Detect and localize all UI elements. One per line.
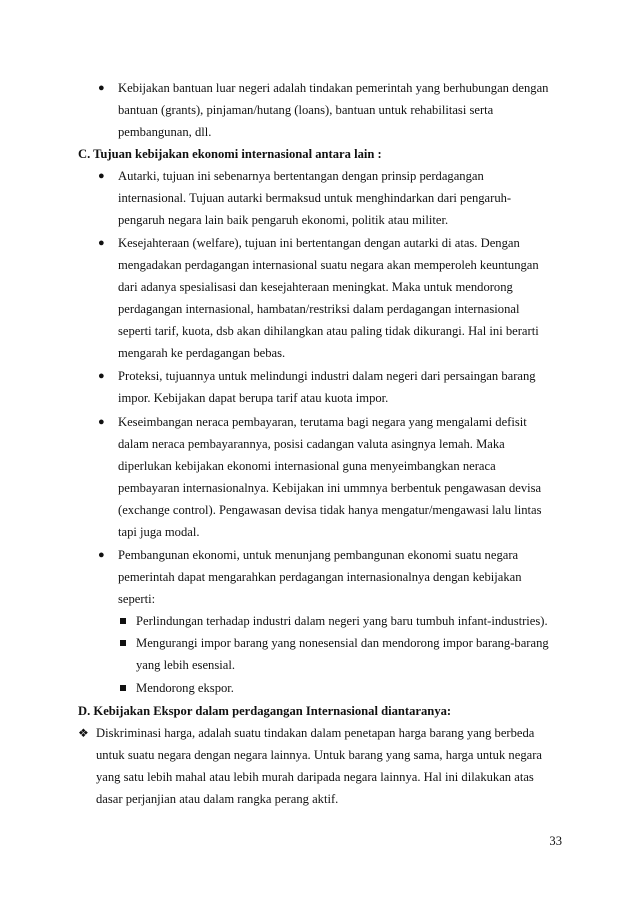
bullet-dot-icon: ● [98,82,105,94]
text-line: seperti tarif, kuota, dsb akan dihilangkan atau paling tidak dikurangi. Hal ini berarti [118,324,539,338]
text-line: pembangunan, dll. [118,125,212,139]
text-line: Mendorong ekspor. [136,681,234,695]
text-line: pembayaran internasionalnya. Kebijakan ini ummnya berbentuk pengawasan devisa [118,481,542,495]
text-line: perdagangan internasional, hambatan/restriksi dalam perdagangan internasional [118,302,520,316]
text-line: pengaruh negara lain baik pengaruh ekonomi, politik atau militer. [118,213,449,227]
text-line: Keseimbangan neraca pembayaran, terutama bagi negara yang mengalami defisit [118,415,527,429]
text-line: mengarah ke perdagangan bebas. [118,346,286,360]
square-bullet-icon [120,618,126,624]
bullet-dot-icon: ● [98,370,105,382]
text-line: Perlindungan terhadap industri dalam negeri yang baru tumbuh infant-industries). [136,614,548,628]
text-line: untuk suatu negara dengan negara lainnya. Untuk barang yang sama, harga untuk negara [96,748,542,762]
text-line: Proteksi, tujuannya untuk melindungi industri dalam negeri dari persaingan barang [118,369,536,383]
text-line: pemerintah dapat mengarahkan perdagangan internasionalnya dengan kebijakan [118,570,522,584]
bullet-dot-icon: ● [98,549,105,561]
text-line: Mengurangi impor barang yang nonesensial dan mendorong impor barang-barang [136,636,549,650]
text-line: yang lebih esensial. [136,658,235,672]
text-line: Kesejahteraan (welfare), tujuan ini bertentangan dengan autarki di atas. Dengan [118,236,520,250]
square-bullet-icon [120,640,126,646]
text-line: Kebijakan bantuan luar negeri adalah tindakan pemerintah yang berhubungan dengan [118,81,549,95]
bullet-dot-icon: ● [98,237,105,249]
text-line: tapi juga modal. [118,525,200,539]
bullet-dot-icon: ● [98,416,105,428]
text-line: dalam neraca pembayarannya, posisi cadangan valuta asingnya lemah. Maka [118,437,505,451]
text-line: diperlukan kebijakan ekonomi internasional guna menyeimbangkan neraca [118,459,496,473]
text-line: impor. Kebijakan dapat berupa tarif atau kuota impor. [118,391,389,405]
text-line: mengadakan perdagangan internasional suatu negara akan memperoleh keuntungan [118,258,539,272]
text-line: Pembangunan ekonomi, untuk menunjang pembangunan ekonomi suatu negara [118,548,519,562]
section-d-heading: D. Kebijakan Ekspor dalam perdagangan Internasional diantaranya: [78,704,452,718]
text-line: (exchange control). Pengawasan devisa tidak hanya mengatur/mengawasi lalu lintas [118,503,542,517]
diamond-bullet-icon: ❖ [78,726,89,740]
bullet-dot-icon: ● [98,170,105,182]
text-line: dasar perjanjian atau dalam rangka perang aktif. [96,792,339,806]
text-line: Autarki, tujuan ini sebenarnya bertentangan dengan prinsip perdagangan [118,169,484,183]
text-line: seperti: [118,592,156,606]
page-number: 33 [549,834,562,848]
text-line: yang satu lebih mahal atau lebih murah daripada negara lainnya. Hal ini dilakukan atas [96,770,534,784]
text-line: Diskriminasi harga, adalah suatu tindakan dalam penetapan harga barang yang berbeda [96,726,535,740]
text-line: internasional. Tujuan autarki bermaksud untuk menghindarkan dari pengaruh- [118,191,512,205]
text-line: bantuan (grants), pinjaman/hutang (loans), bantuan untuk rehabilitasi serta [118,103,494,117]
section-c-heading: C. Tujuan kebijakan ekonomi internasional antara lain : [78,147,382,161]
text-line: dari adanya spesialisasi dan kesejahteraan meningkat. Maka untuk mendorong [118,280,513,294]
square-bullet-icon [120,685,126,691]
